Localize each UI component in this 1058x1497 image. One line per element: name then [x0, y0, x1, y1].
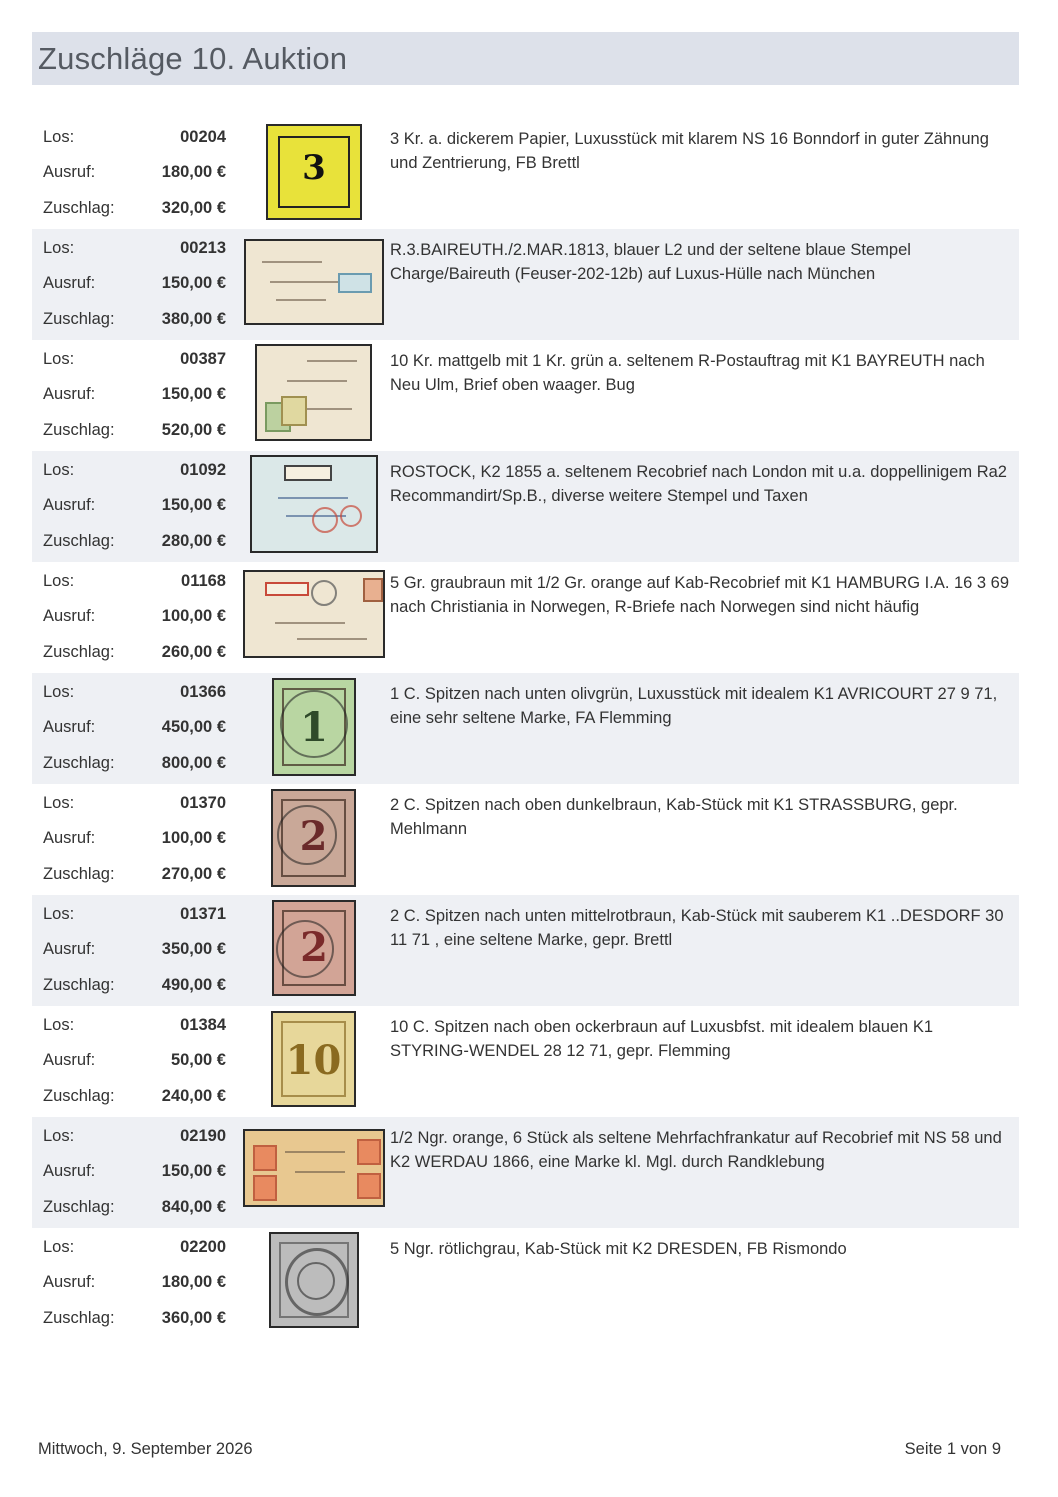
- zuschlag-label: Zuschlag:: [43, 1309, 115, 1327]
- lot-image[interactable]: [272, 678, 356, 776]
- los-number: 01384: [180, 1016, 226, 1034]
- zuschlag-label: Zuschlag:: [43, 421, 115, 439]
- zuschlag-label: Zuschlag:: [43, 532, 115, 550]
- lot-image[interactable]: [272, 900, 356, 996]
- los-number: 01371: [180, 905, 226, 923]
- los-label: Los:: [43, 1016, 75, 1034]
- zuschlag-label: Zuschlag:: [43, 1198, 115, 1216]
- zuschlag-price: 520,00 €: [161, 421, 226, 439]
- lot-image[interactable]: [244, 239, 384, 325]
- los-label: Los:: [43, 1238, 75, 1256]
- zuschlag-price: 380,00 €: [161, 310, 226, 328]
- lot-list: [32, 118, 1019, 1339]
- zuschlag-price: 270,00 €: [161, 865, 226, 883]
- lot-row: [32, 340, 1019, 451]
- page-header: [32, 32, 1019, 85]
- zuschlag-price: 800,00 €: [161, 754, 226, 772]
- ausruf-label: Ausruf:: [43, 1162, 96, 1180]
- zuschlag-price: 260,00 €: [161, 643, 226, 661]
- los-label: Los:: [43, 350, 75, 368]
- lot-description: 2 C. Spitzen nach oben dunkelbraun, Kab-Stück mit K1 STRASSBURG, gepr. Mehlmann: [390, 796, 958, 838]
- zuschlag-price: 490,00 €: [161, 976, 226, 994]
- lot-row: [32, 784, 1019, 895]
- los-number: 01168: [181, 572, 226, 590]
- zuschlag-price: 360,00 €: [161, 1309, 226, 1327]
- lot-row: [32, 673, 1019, 784]
- los-number: 01366: [180, 683, 226, 701]
- stamp-digit: 3: [302, 148, 326, 188]
- lot-image[interactable]: [243, 1129, 385, 1207]
- ausruf-price: 150,00 €: [161, 1162, 226, 1180]
- los-number: 02190: [180, 1127, 226, 1145]
- los-label: Los:: [43, 239, 75, 257]
- los-number: 01092: [180, 461, 226, 479]
- ausruf-label: Ausruf:: [43, 496, 96, 514]
- zuschlag-price: 320,00 €: [161, 199, 226, 217]
- footer-date: Mittwoch, 9. September 2026: [38, 1440, 253, 1458]
- los-label: Los:: [43, 1127, 75, 1145]
- los-number: 01370: [180, 794, 226, 812]
- footer-page-number: Seite 1 von 9: [904, 1440, 1001, 1458]
- ausruf-price: 150,00 €: [161, 496, 226, 514]
- lot-image[interactable]: [269, 1232, 359, 1328]
- lot-description: R.3.BAIREUTH./2.MAR.1813, blauer L2 und der seltene blaue Stempel Charge/Baireuth (Feuser-202-12b) auf Luxus-Hülle nach München: [390, 241, 911, 283]
- ausruf-label: Ausruf:: [43, 385, 96, 403]
- lot-description: 5 Ngr. rötlichgrau, Kab-Stück mit K2 DRESDEN, FB Rismondo: [390, 1240, 847, 1258]
- ausruf-price: 180,00 €: [161, 163, 226, 181]
- ausruf-price: 150,00 €: [161, 385, 226, 403]
- ausruf-price: 50,00 €: [170, 1051, 226, 1069]
- lot-description: 1/2 Ngr. orange, 6 Stück als seltene Mehrfachfrankatur auf Recobrief mit NS 58 und K2 WERDAU 1866, eine Marke kl. Mgl. durch Randklebung: [390, 1129, 1002, 1171]
- zuschlag-label: Zuschlag:: [43, 865, 115, 883]
- lot-row: [32, 451, 1019, 562]
- zuschlag-label: Zuschlag:: [43, 310, 115, 328]
- ausruf-price: 350,00 €: [161, 940, 226, 958]
- stamp-digit: 2: [300, 924, 328, 971]
- lot-image[interactable]: [271, 1011, 356, 1107]
- zuschlag-label: Zuschlag:: [43, 1087, 115, 1105]
- lot-description: ROSTOCK, K2 1855 a. seltenem Recobrief nach London mit u.a. doppellinigem Ra2 Recommandirt/Sp.B., diverse weitere Stempel und Taxen: [390, 463, 1007, 505]
- lot-row: [32, 229, 1019, 340]
- los-label: Los:: [43, 461, 75, 479]
- ausruf-price: 450,00 €: [161, 718, 226, 736]
- los-label: Los:: [43, 683, 75, 701]
- lot-row: [32, 1117, 1019, 1228]
- los-label: Los:: [43, 794, 75, 812]
- lot-description: 5 Gr. graubraun mit 1/2 Gr. orange auf Kab-Recobrief mit K1 HAMBURG I.A. 16 3 69 nach Christiania in Norwegen, R-Briefe nach Norwegen sind nicht häufig: [390, 574, 1010, 616]
- ausruf-label: Ausruf:: [43, 163, 96, 181]
- ausruf-label: Ausruf:: [43, 1273, 96, 1291]
- zuschlag-label: Zuschlag:: [43, 976, 115, 994]
- ausruf-price: 180,00 €: [161, 1273, 226, 1291]
- lot-description: 10 C. Spitzen nach oben ockerbraun auf Luxusbfst. mit idealem blauen K1 STYRING-WENDEL 28 12 71, gepr. Flemming: [390, 1018, 934, 1060]
- los-label: Los:: [43, 572, 75, 590]
- zuschlag-price: 280,00 €: [161, 532, 226, 550]
- ausruf-label: Ausruf:: [43, 1051, 96, 1069]
- los-number: 00204: [180, 128, 226, 146]
- ausruf-price: 100,00 €: [161, 607, 226, 625]
- ausruf-label: Ausruf:: [43, 607, 96, 625]
- lot-image[interactable]: [255, 344, 372, 441]
- lot-row: [32, 562, 1019, 673]
- zuschlag-label: Zuschlag:: [43, 199, 115, 217]
- ausruf-label: Ausruf:: [43, 829, 96, 847]
- lot-description: 3 Kr. a. dickerem Papier, Luxusstück mit klarem NS 16 Bonndorf in guter Zähnung und Zentrierung, FB Brettl: [390, 130, 989, 172]
- ausruf-price: 150,00 €: [161, 274, 226, 292]
- los-label: Los:: [43, 128, 75, 146]
- stamp-digit: 1: [300, 704, 328, 751]
- page-title: Zuschläge 10. Auktion: [38, 41, 348, 76]
- ausruf-label: Ausruf:: [43, 274, 96, 292]
- lot-image[interactable]: [271, 789, 356, 887]
- los-number: 02200: [180, 1238, 226, 1256]
- lot-description: 1 C. Spitzen nach unten olivgrün, Luxusstück mit idealem K1 AVRICOURT 27 9 71, eine sehr seltene Marke, FA Flemming: [390, 685, 998, 727]
- zuschlag-price: 840,00 €: [161, 1198, 226, 1216]
- zuschlag-price: 240,00 €: [161, 1087, 226, 1105]
- zuschlag-label: Zuschlag:: [43, 754, 115, 772]
- lot-row: [32, 118, 1019, 229]
- los-number: 00387: [180, 350, 226, 368]
- stamp-digit: 2: [299, 813, 328, 860]
- lot-image[interactable]: [243, 570, 385, 658]
- ausruf-label: Ausruf:: [43, 940, 96, 958]
- lot-row: [32, 1228, 1019, 1339]
- lot-description: 2 C. Spitzen nach unten mittelrotbraun, Kab-Stück mit sauberem K1 ..DESDORF 30 11 71 , eine seltene Marke, gepr. Brettl: [390, 907, 1004, 949]
- lot-image[interactable]: [250, 455, 378, 553]
- lot-row: [32, 1006, 1019, 1117]
- lot-row: [32, 895, 1019, 1006]
- los-number: 00213: [180, 239, 226, 257]
- lot-description: 10 Kr. mattgelb mit 1 Kr. grün a. seltenem R-Postauftrag mit K1 BAYREUTH nach Neu Ulm, Brief oben waager. Bug: [390, 352, 985, 394]
- stamp-digit: 10: [285, 1037, 342, 1084]
- ausruf-price: 100,00 €: [161, 829, 226, 847]
- zuschlag-label: Zuschlag:: [43, 643, 115, 661]
- los-label: Los:: [43, 905, 75, 923]
- lot-image[interactable]: [266, 124, 362, 220]
- ausruf-label: Ausruf:: [43, 718, 96, 736]
